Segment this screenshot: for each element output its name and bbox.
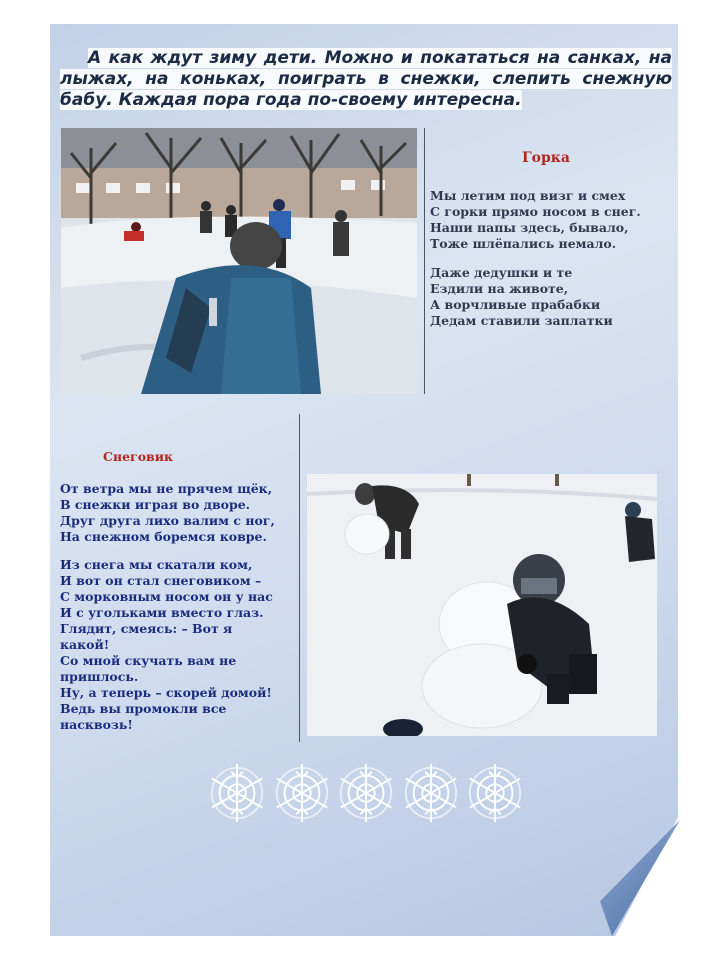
poem1-title: Горка xyxy=(522,150,570,166)
divider-right-top xyxy=(424,128,425,394)
sledding-scene-image xyxy=(61,128,417,394)
snowflake-row xyxy=(206,762,526,826)
poem1-stanza1: Мы летим под визг и смех С горки прямо носом в снег. Наши папы здесь, бывало, Тоже шлёпались немало. xyxy=(430,188,641,251)
photo-building-snowman xyxy=(307,474,657,736)
snowflake-icon xyxy=(464,762,526,824)
intro-text: А как ждут зиму дети. Можно и покататься на санках, на лыжах, на коньках, поиграть в снежки, слепить снежную бабу. Каждая пора года по-своему интересна. xyxy=(60,48,672,110)
divider-left-bottom xyxy=(299,414,300,742)
poem2-stanza2: Из снега мы скатали ком, И вот он стал снеговиком – С морковным носом он у нас И с угольками вместо глаз. Глядит, смеясь: – Вот я какой! Со мной скучать вам не пришлось. Ну, а теперь – скорей домой! Ведь вы промокли все насквозь! xyxy=(60,557,273,732)
snowflake-icon xyxy=(400,762,462,824)
poem2-title: Снеговик xyxy=(103,449,174,464)
snowflake-icon xyxy=(271,762,333,824)
snowflake-icon xyxy=(335,762,397,824)
poem1-stanza2: Даже дедушки и те Ездили на животе, А ворчливые прабабки Дедам ставили заплатки xyxy=(430,265,613,328)
snowflake-icon xyxy=(206,762,268,824)
photo-sledding-hill xyxy=(61,128,417,394)
poem2-stanza1: От ветра мы не прячем щёк, В снежки играя во дворе. Друг друга лихо валим с ног, На снежном боремся ковре. xyxy=(60,481,275,544)
snowman-scene-image xyxy=(307,474,657,736)
